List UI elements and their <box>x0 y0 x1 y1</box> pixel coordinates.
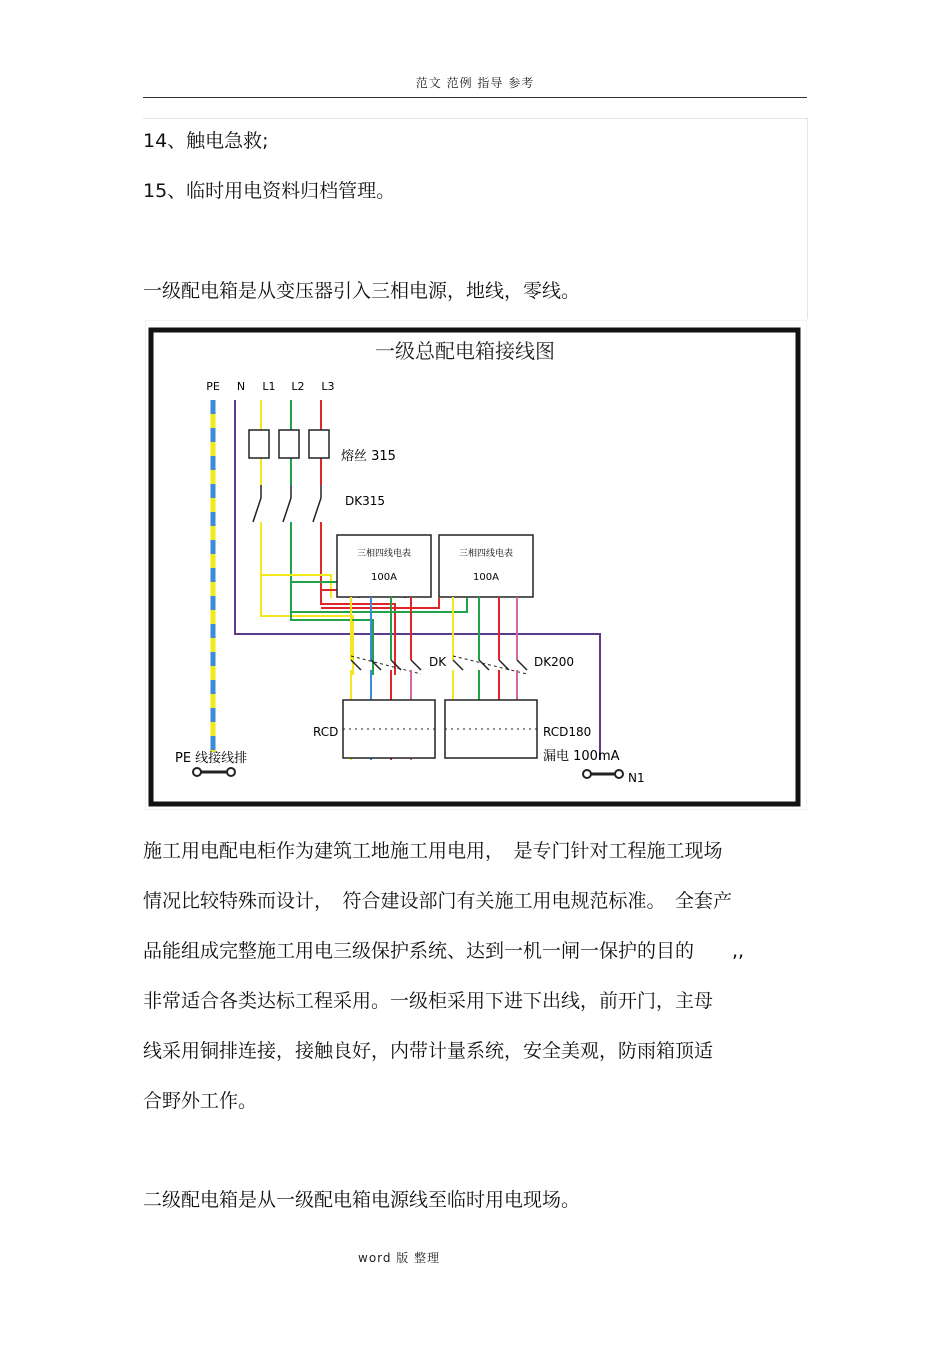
fuse-label: 熔丝 315 <box>341 449 396 464</box>
diagram-title: 一级总配电箱接线图 <box>375 339 555 363</box>
list-item-14: 14、触电急救; <box>143 130 269 152</box>
meter-1-label: 三相四线电表 <box>356 549 412 559</box>
body-line-4: 非常适合各类达标工程采用。一级柜采用下进下出线，前开门，主母 <box>143 990 714 1012</box>
fuse-l3 <box>309 430 329 458</box>
body-line-6: 合野外工作。 <box>143 1090 258 1112</box>
page-footer: word 版 整理 <box>358 1251 441 1265</box>
list-item-15: 15、临时用电资料归档管理。 <box>143 180 396 202</box>
meter-2 <box>439 535 533 597</box>
meter-2-label: 三相四线电表 <box>458 549 514 559</box>
dk-left-label: DK <box>429 655 447 669</box>
label-l2: L2 <box>291 380 305 393</box>
rcd-right-label: RCD180 <box>543 725 592 739</box>
fuse-l2 <box>279 430 299 458</box>
pe-bar-label: PE 线接线排 <box>175 751 248 766</box>
body-line-2: 情况比较特殊而设计， 符合建设部门有关施工用电规范标准。 全套产 <box>143 890 733 912</box>
label-n: N <box>236 380 246 393</box>
label-l3: L3 <box>321 380 335 393</box>
rcd-left-label: RCD <box>313 725 339 739</box>
level2-intro: 二级配电箱是从一级配电箱电源线至临时用电现场。 <box>143 1189 581 1211</box>
label-l1: L1 <box>262 380 276 393</box>
body-line-5: 线采用铜排连接，接触良好，内带计量系统，安全美观，防雨箱顶适 <box>143 1040 714 1062</box>
level1-intro: 一级配电箱是从变压器引入三相电源，地线，零线。 <box>143 280 581 302</box>
meter-1 <box>337 535 431 597</box>
dk-right-label: DK200 <box>534 655 575 669</box>
body-line-3: 品能组成完整施工用电三级保护系统、达到一机一闸一保护的目的 ,, <box>143 940 745 962</box>
wiring-diagram-figure <box>145 320 807 810</box>
n1-label: N1 <box>628 771 645 785</box>
body-line-1: 施工用电配电柜作为建筑工地施工用电用， 是专门针对工程施工现场 <box>143 840 723 862</box>
wiring-diagram <box>145 320 807 810</box>
leakage-label: 漏电 100mA <box>543 749 620 764</box>
label-pe: PE <box>206 380 220 393</box>
switch-label: DK315 <box>345 494 386 508</box>
page-header: 范文 范例 指导 参考 <box>415 76 535 90</box>
header-divider <box>143 97 807 98</box>
fuse-l1 <box>249 430 269 458</box>
meter-1-rating: 100A <box>371 572 397 583</box>
meter-2-rating: 100A <box>473 572 499 583</box>
